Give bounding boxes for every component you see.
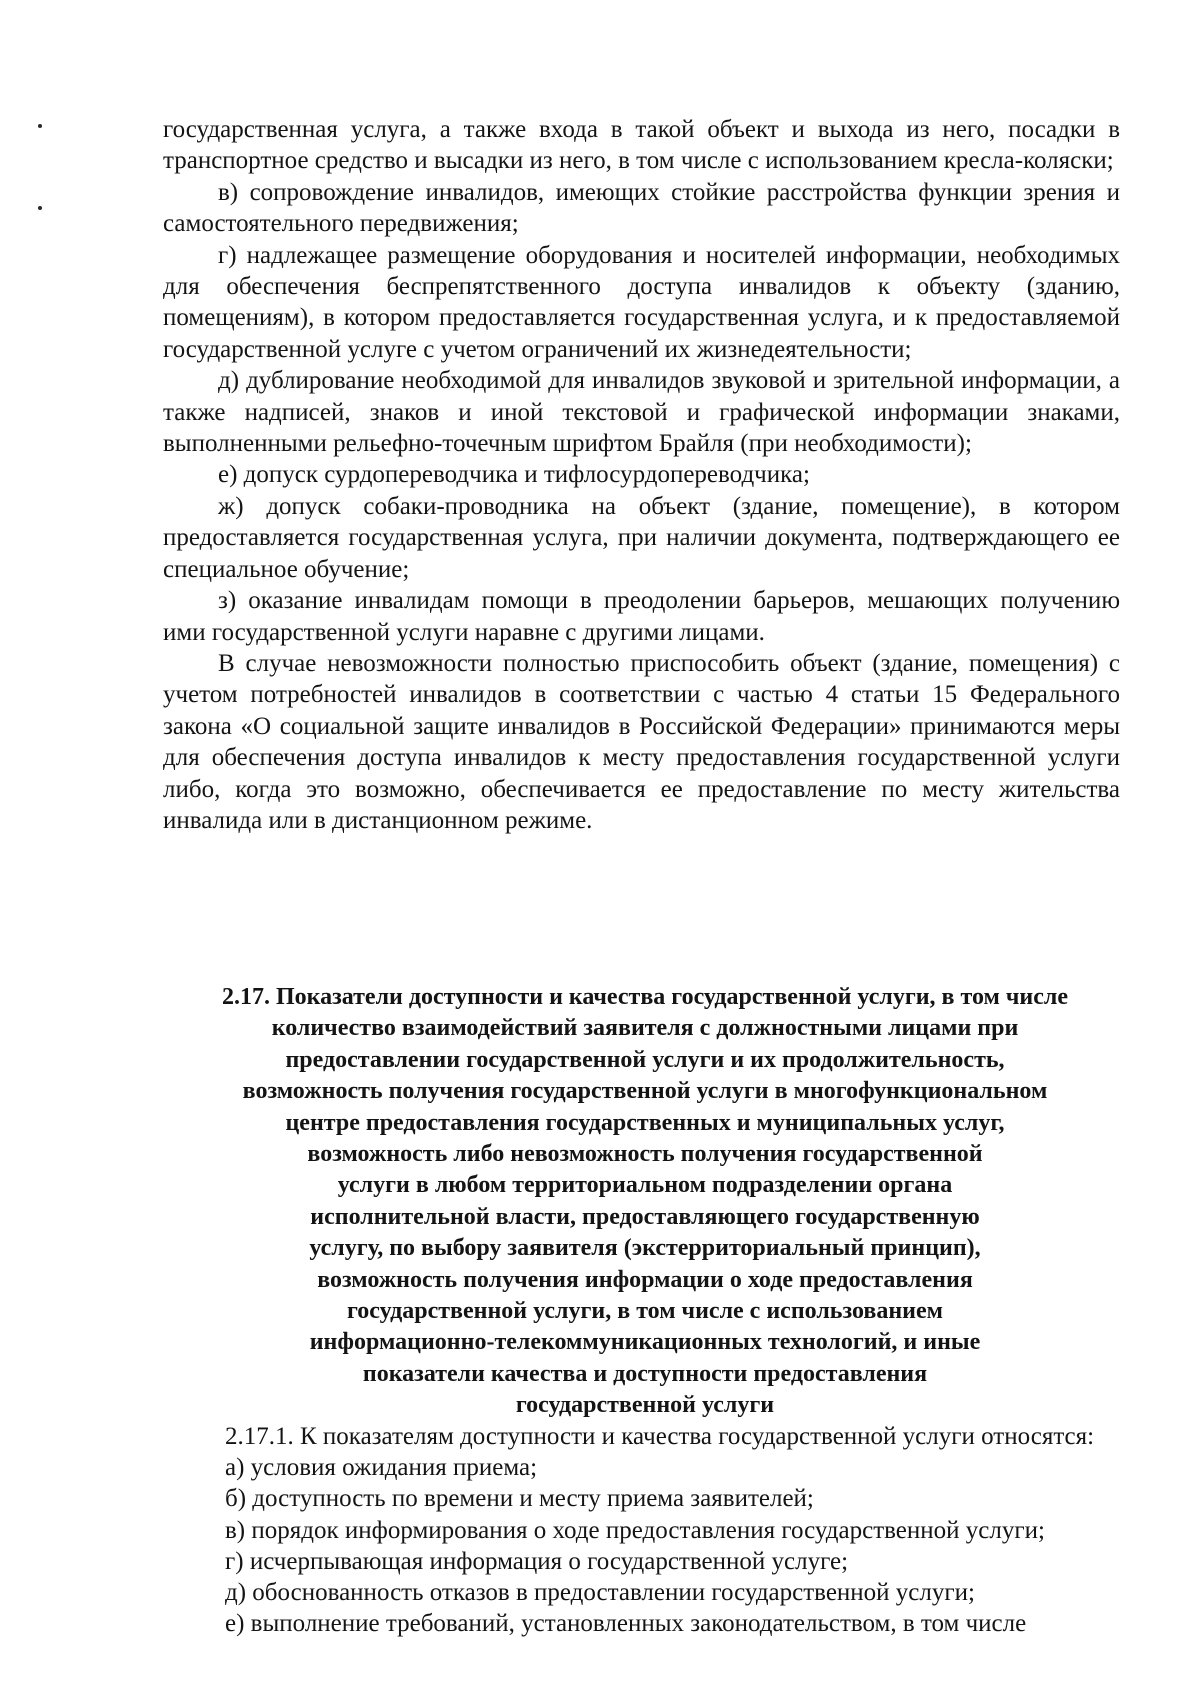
paragraph-item-z: з) оказание инвалидам помощи в преодолении барьеров, мешающих получению ими государственной услуги наравне с другими лицами. bbox=[163, 587, 1120, 646]
section-heading-2-17 bbox=[170, 982, 1120, 1422]
paragraph-item-g: г) надлежащее размещение оборудования и носителей информации, необходимых для обеспечения беспрепятственного доступа инвалидов к объекту (зданию, помещениям), в котором предоставляется государственная услуга, и к предоставляемой государственной услуге с учетом ограничений их жизнедеятельности; bbox=[163, 241, 1120, 363]
heading-line: центре предоставления государственных и муниципальных услуг, bbox=[285, 1109, 1005, 1136]
paragraph-impossibility: В случае невозможности полностью приспособить объект (здание, помещения) с учетом потребностей инвалидов в соответствии с частью 4 статьи 15 Федерального закона «О социальной защите инвалидов в Российской Федерации» принимаются меры для обеспечения доступа инвалидов к месту предоставления государственной услуги либо, когда это возможно, обеспечивается ее предоставление по месту жительства инвалида или в дистанционном режиме. bbox=[163, 649, 1120, 834]
heading-line: информационно-телекоммуникационных технологий, и иные bbox=[309, 1329, 981, 1356]
list-item-v: в) порядок информирования о ходе предоставления государственной услуги; bbox=[225, 1516, 1045, 1544]
heading-line: 2.17. Показатели доступности и качества государственной услуги, в том числе bbox=[221, 984, 1068, 1010]
heading-line: показатели качества и доступности предоставления bbox=[362, 1360, 928, 1387]
list-item-b: б) доступность по времени и месту приема заявителей; bbox=[225, 1485, 814, 1513]
paragraph-item-v: в) сопровождение инвалидов, имеющих стойкие расстройства функции зрения и самостоятельного передвижения; bbox=[163, 178, 1120, 238]
heading-line: исполнительной власти, предоставляющего государственную bbox=[310, 1203, 980, 1230]
indicators-list bbox=[170, 1421, 1120, 1639]
heading-line: услуги в любом территориальном подразделении органа bbox=[337, 1172, 953, 1199]
heading-line: количество взаимодействий заявителя с должностными лицами при bbox=[271, 1015, 1019, 1042]
list-item-a: а) условия ожидания приема; bbox=[225, 1454, 538, 1482]
paragraph-2-17-1: 2.17.1. К показателям доступности и качества государственной услуги относятся: bbox=[225, 1423, 1095, 1450]
heading-line: государственной услуги bbox=[515, 1392, 775, 1419]
heading-line: возможность либо невозможность получения государственной bbox=[307, 1141, 983, 1168]
paragraph-item-d: д) дублирование необходимой для инвалидов звуковой и зрительной информации, а также надписей, знаков и иной текстовой и графической информации знаками, выполненными рельефно-точечным шрифтом Брайля (при необходимости); bbox=[163, 367, 1120, 458]
list-item-d: д) обоснованность отказов в предоставлении государственной услуги; bbox=[225, 1579, 975, 1607]
heading-line: государственной услуги, в том числе с использованием bbox=[346, 1298, 944, 1325]
paragraph-item-e: е) допуск сурдопереводчика и тифлосурдопереводчика; bbox=[218, 461, 810, 489]
list-item-e: е) выполнение требований, установленных законодательством, в том числе bbox=[225, 1610, 1027, 1638]
list-item-g: г) исчерпывающая информация о государственной услуге; bbox=[225, 1547, 849, 1575]
paragraph-item-zh: ж) допуск собаки-проводника на объект (здание, помещение), в котором предоставляется государственная услуга, при наличии документа, подтверждающего ее специальное обучение; bbox=[163, 492, 1120, 583]
heading-line: услугу, по выбору заявителя (экстерриториальный принцип), bbox=[309, 1235, 981, 1262]
heading-line: возможность получения информации о ходе предоставления bbox=[317, 1266, 973, 1293]
paragraph-continuation: государственная услуга, а также входа в такой объект и выхода из него, посадки в транспортное средство и высадки из него, в том числе с использованием кресла-коляски; bbox=[163, 116, 1120, 175]
scan-mark-dot bbox=[38, 124, 42, 128]
heading-line: предоставлении государственной услуги и их продолжительность, bbox=[285, 1046, 1005, 1073]
scan-mark-dot bbox=[38, 206, 42, 210]
body-text-block bbox=[163, 114, 1120, 836]
heading-line: возможность получения государственной услуги в многофункциональном bbox=[242, 1078, 1048, 1105]
